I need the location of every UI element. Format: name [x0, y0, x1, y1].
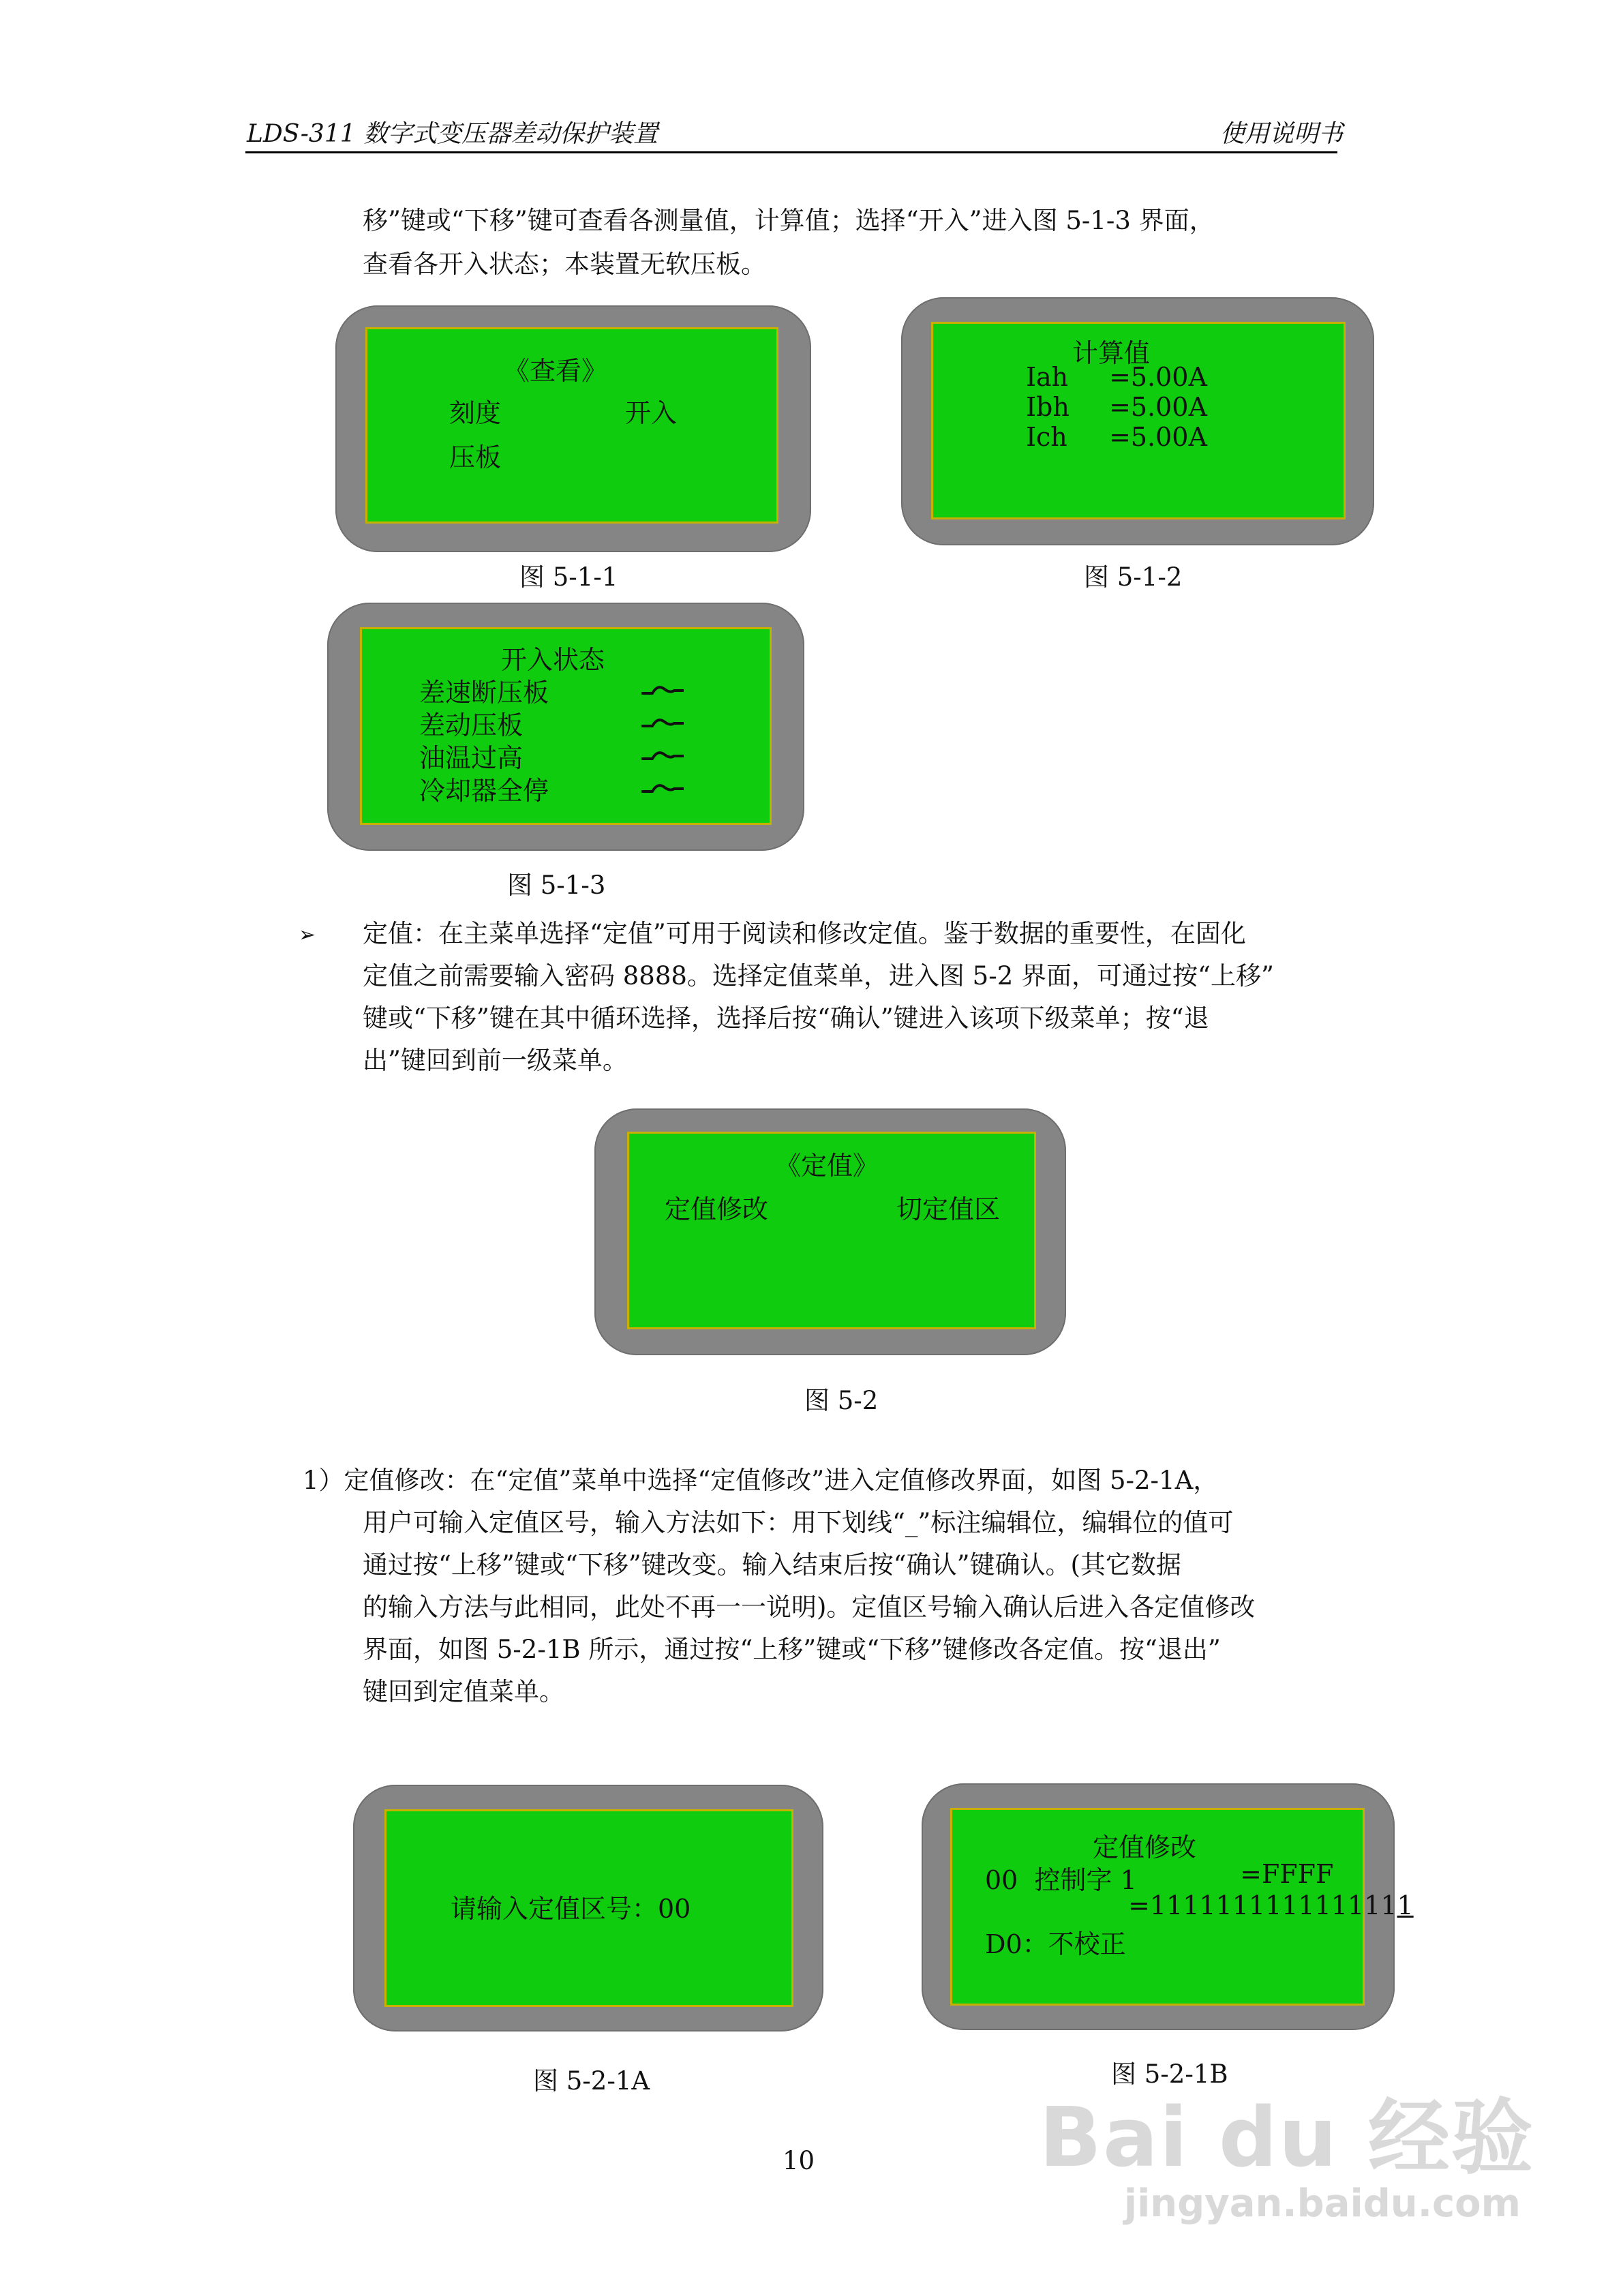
modify-line-5: 界面，如图 5-2-1B 所示，通过按“上移”键或“下移”键修改各定值。按“退出”	[363, 1635, 1221, 1664]
bullet-arrow-icon: ➢	[299, 923, 316, 947]
lcd-view-menu	[335, 305, 811, 552]
calc-value: =5.00A	[1109, 392, 1207, 422]
edit-cursor-bit: 1	[1397, 1890, 1414, 1920]
setting-line-4: 出”键回到前一级菜单。	[363, 1046, 628, 1075]
control-word-label: 00 控制字 1	[985, 1865, 1137, 1895]
calc-value: =5.00A	[1109, 362, 1207, 392]
menu-item-binary-input: 开入	[625, 398, 678, 428]
lcd-screen	[384, 1809, 793, 2007]
modify-line-6: 键回到定值菜单。	[363, 1677, 564, 1706]
lcd-title: 开入状态	[501, 645, 605, 675]
calc-label: Iah	[1026, 362, 1069, 392]
lcd-screen	[365, 327, 778, 524]
figure-caption: 图 5-1-2	[1084, 562, 1183, 592]
switch-off-icon	[640, 781, 685, 797]
lcd-screen	[931, 322, 1346, 519]
status-label: 差动压板	[419, 710, 524, 740]
modify-line-3: 通过按“上移”键或“下移”键改变。输入结束后按“确认”键确认。(其它数据	[363, 1550, 1181, 1580]
modify-line-4: 的输入方法与此相同，此处不再一一说明)。定值区号输入确认后进入各定值修改	[363, 1592, 1256, 1622]
page-number: 10	[783, 2146, 815, 2175]
baidu-watermark-url: jingyan.baidu.com	[1123, 2181, 1521, 2226]
lcd-title: 《查看》	[504, 356, 608, 386]
control-word-hex: =FFFF	[1240, 1859, 1334, 1889]
lcd-title: 定值修改	[1093, 1832, 1197, 1862]
figure-caption: 图 5-2	[804, 1386, 879, 1415]
zone-number-prompt: 请输入定值区号：00	[451, 1894, 691, 1924]
calc-value: =5.00A	[1109, 422, 1207, 452]
menu-item-scale: 刻度	[449, 398, 502, 428]
menu-item-pressplate: 压板	[449, 442, 502, 472]
figure-caption: 图 5-2-1A	[533, 2066, 650, 2096]
switch-off-icon	[640, 715, 685, 731]
lcd-screen	[360, 627, 772, 825]
status-label: 油温过高	[419, 743, 524, 773]
calc-label: Ich	[1026, 422, 1067, 452]
setting-line-1: 定值：在主菜单选择“定值”可用于阅读和修改定值。鉴于数据的重要性，在固化	[363, 919, 1246, 948]
status-label: 差速断压板	[419, 678, 549, 708]
bits-value: =111111111111111	[1128, 1890, 1397, 1920]
figure-caption: 图 5-2-1B	[1111, 2059, 1228, 2089]
header-divider	[245, 151, 1337, 153]
modify-line-1: 1）定值修改：在“定值”菜单中选择“定值修改”进入定值修改界面，如图 5-2-1A，	[303, 1466, 1219, 1495]
figure-caption: 图 5-1-3	[507, 871, 606, 900]
lcd-zone-input	[353, 1785, 823, 2031]
control-word-bits	[1128, 1890, 1414, 1920]
header-title: LDS-311 数字式变压器差动保护装置	[247, 120, 658, 148]
intro-line-2: 查看各开入状态；本装置无软压板。	[363, 250, 766, 279]
lcd-calculated-values	[901, 297, 1374, 545]
status-label: 冷却器全停	[419, 776, 549, 806]
setting-line-2: 定值之前需要输入密码 8888。选择定值菜单，进入图 5-2 界面，可通过按“上移”	[363, 961, 1274, 991]
intro-line-1: 移”键或“下移”键可查看各测量值，计算值；选择“开入”进入图 5-1-3 界面，	[363, 206, 1215, 235]
lcd-screen	[950, 1808, 1414, 2006]
lcd-title: 计算值	[1072, 338, 1151, 368]
menu-item-modify-setting: 定值修改	[665, 1194, 769, 1224]
lcd-setting-modify	[922, 1783, 1414, 2030]
switch-off-icon	[640, 682, 685, 699]
header-manual-label: 使用说明书	[1220, 120, 1344, 148]
lcd-title: 《定值》	[775, 1151, 879, 1181]
lcd-screen	[627, 1132, 1036, 1329]
menu-item-switch-zone: 切定值区	[896, 1194, 1001, 1224]
figure-caption: 图 5-1-1	[519, 562, 618, 592]
lcd-setting-menu	[594, 1108, 1066, 1355]
baidu-watermark-logo: Bai du 经验	[1039, 2091, 1534, 2186]
calc-label: Ibh	[1026, 392, 1070, 422]
setting-line-3: 键或“下移”键在其中循环选择，选择后按“确认”键进入该项下级菜单；按“退	[363, 1003, 1209, 1033]
modify-line-2: 用户可输入定值区号，输入方法如下：用下划线“_”标注编辑位，编辑位的值可	[363, 1508, 1234, 1537]
switch-off-icon	[640, 748, 685, 764]
lcd-input-status	[327, 603, 804, 851]
bit-description: D0：不校正	[985, 1929, 1126, 1959]
